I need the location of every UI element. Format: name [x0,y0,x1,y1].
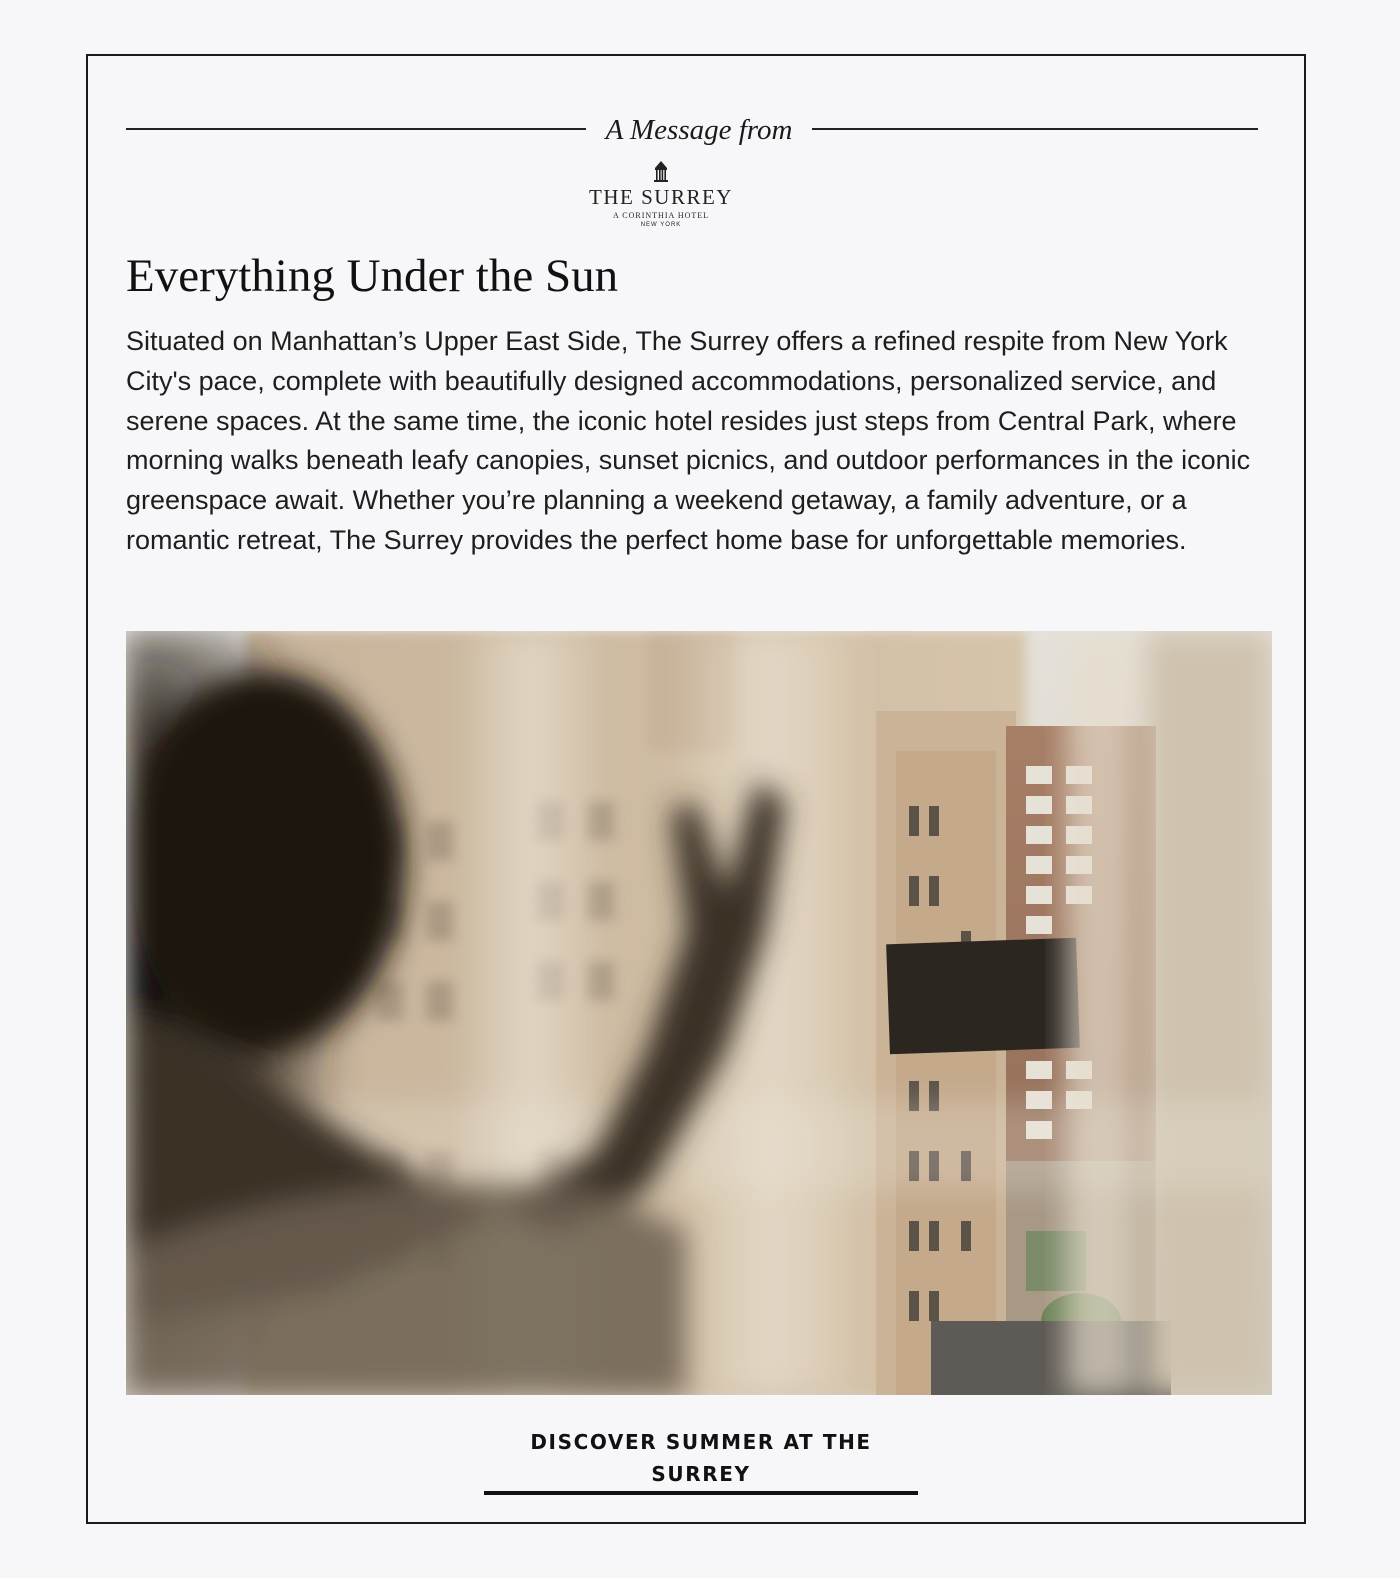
hero-photo-illustration [126,631,1272,1395]
header-rule-right [812,128,1258,130]
email-card [86,54,1306,1524]
logo-subtitle: A CORINTHIA HOTEL [612,211,710,220]
discover-summer-link[interactable]: DISCOVER SUMMER AT THE SURREY [484,1426,918,1495]
message-header [126,112,1258,152]
hotel-logo [511,160,811,230]
message-kicker: A Message from [605,114,793,146]
logo-city: NEW YORK [640,222,682,228]
logo-name: THE SURREY [589,185,733,209]
building-crest-icon [653,160,669,182]
header-rule-left [126,128,586,130]
hero-image[interactable] [126,631,1272,1395]
article-title: Everything Under the Sun [126,250,619,302]
article-body: Situated on Manhattan’s Upper East Side, The Surrey offers a refined respite from New York City's pace, complete with beautifully designed accommodations, personalized service, and serene spaces. At the same time, the iconic hotel resides just steps from Central Park, where morning walks beneath leafy canopies, sunset picnics, and outdoor performances in the iconic greenspace await. Whether you’re planning a weekend getaway, a family adventure, or a romantic retreat, The Surrey provides the perfect home base for unforgettable memories. [126,326,1251,555]
